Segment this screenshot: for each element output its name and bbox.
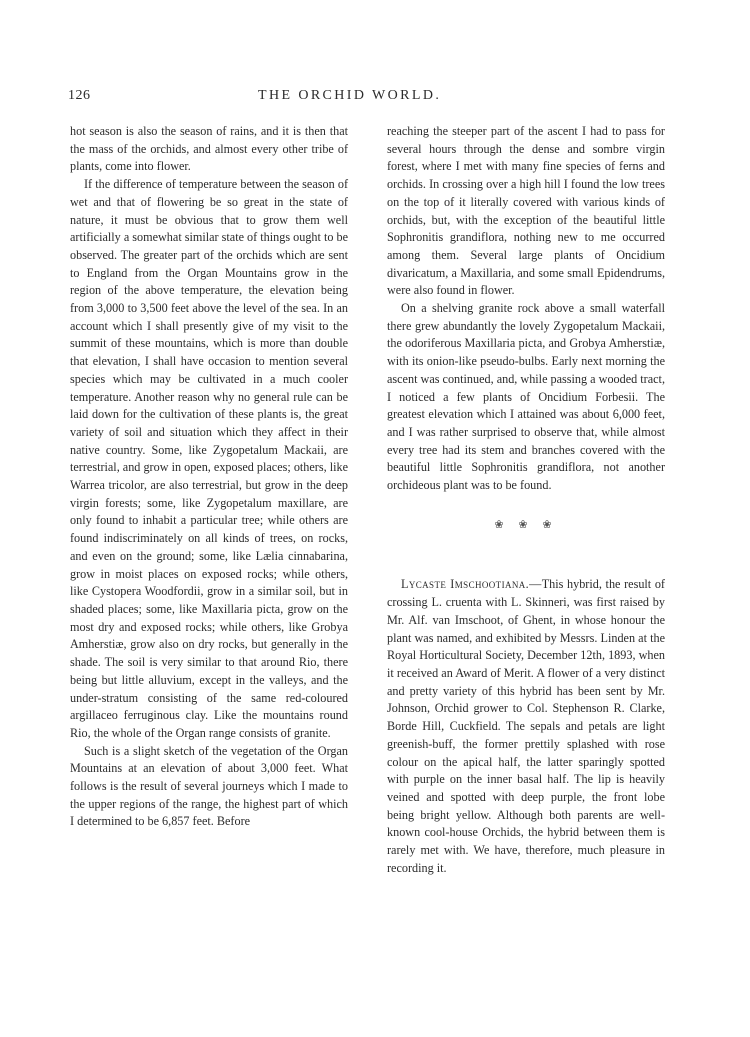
paragraph-sketch: Such is a slight sketch of the vegetation of the Organ Mountains at an elevation of about 3,000 feet. What follows is the result of several journeys which I made to the upper regions of the range, the highest part of which I determined to be 6,857 feet. Before xyxy=(70,743,348,829)
paragraph-continued: hot season is also the season of rains, and it is then that the mass of the orchids, and almost every other tribe of plants, come into flower. xyxy=(70,124,348,174)
article-body: This hybrid, the result of crossing L. cruenta with L. Skinneri, was first raised by Mr. Alf. van Imschoot, of Ghent, in whose honour the plant was named, and exhibited by Messrs. Linden at the Royal Horticultural Society, December 12th, 1893, when it received an Award of Merit. A flower of a very distinct and pretty variety of this hybrid has been sent by Mr. Johnson, Orchid grower to Col. Stephenson R. Clarke, Borde Hill, Cuckfield. The sepals and petals are light greenish-buff, the former prettily splashed with rose colour on the apical half, the latter sparingly spotted with purple on the inner basal half. The lip is heavily veined and spotted with deep purple, the front lobe being bright yellow. Although both parents are well-known cool-house Orchids, the hybrid between them is rarely met with. We have, therefore, much pleasure in recording it. xyxy=(387,577,665,875)
left-column xyxy=(70,123,348,831)
running-head xyxy=(68,88,666,110)
journal-title: THE ORCHID WORLD. xyxy=(258,88,442,103)
article-heading: Lycaste Imschootiana.— xyxy=(401,577,542,592)
right-column xyxy=(387,123,665,877)
section-ornament: ❀ ❀ ❀ xyxy=(494,518,558,531)
article-lycaste xyxy=(387,576,665,877)
paragraph-waterfall: On a shelving granite rock above a small waterfall there grew abundantly the lovely Zygopetalum Mackaii, the odoriferous Maxillaria picta, and Grobya Amherstiæ, with its onion-like pseudo-bulbs. Early next morning the ascent was continued, and, while passing a wooded tract, I noticed a few plants of Oncidium Forbesii. The greatest elevation which I attained was about 6,000 feet, and I was rather surprised to observe that, while almost every tree had its stem and branches covered with the beautiful little Sophronitis grandiflora, not another orchideous plant was to be found. xyxy=(387,301,665,493)
paragraph-temperature: If the difference of temperature between the season of wet and that of flowering be so great in the state of nature, it must be obvious that to grow them well artificially a somewhat similar state of things ought to be observed. The greater part of the orchids which are sent to England from the Organ Mountains grow in the region of the above temperature, the elevation being from 3,000 to 3,500 feet above the level of the sea. In an account which I shall presently give of my visit to the summit of these mountains, which is more than double that elevation, I shall have occasion to mention several species which may be cultivated in a much cooler temperature. Another reason why no general rule can be laid down for the cultivation of these plants is, the great variety of soil and situation which they affect in their native country. Some, like Zygopetalum Mackaii, are terrestrial, and grow in open, exposed places; others, like Warrea tricolor, are also terrestrial, but grow in the deep virgin forests; some, like Zygopetalum maxillare, are only found to inhabit a particular tree; while others are found indiscriminately on all kinds of trees, on rocks, and even on the ground; some, like Lælia cinnabarina, grow in moist places on exposed rocks; while others, like Cystopera Woodfordii, grow in a similar soil, but in shaded places; some, like Maxillaria picta, grow on the most dry and exposed rocks; while others, like Grobya Amherstiæ, grow also on dry rocks, but generally in the shade. The soil is very similar to that around Rio, there being but little alluvium, except in the valleys, and the under-stratum consisting of the same red-coloured argillaceo ferruginous clay. Like the mountains round Rio, the whole of the Organ range consists of granite. xyxy=(70,177,348,740)
paragraph-ascent: reaching the steeper part of the ascent I had to pass for several hours through the dense and sombre virgin forest, where I met with many fine species of ferns and orchids. In crossing over a high hill I found the low trees on the top of it literally covered with various kinds of orchids, but, with the exception of the beautiful little Sophronitis grandiflora, nothing new to me occurred among them. Several large plants of Oncidium divaricatum, a Maxillaria, and some small Epidendrums, were also found in flower. xyxy=(387,124,665,298)
page-number: 126 xyxy=(68,88,91,103)
